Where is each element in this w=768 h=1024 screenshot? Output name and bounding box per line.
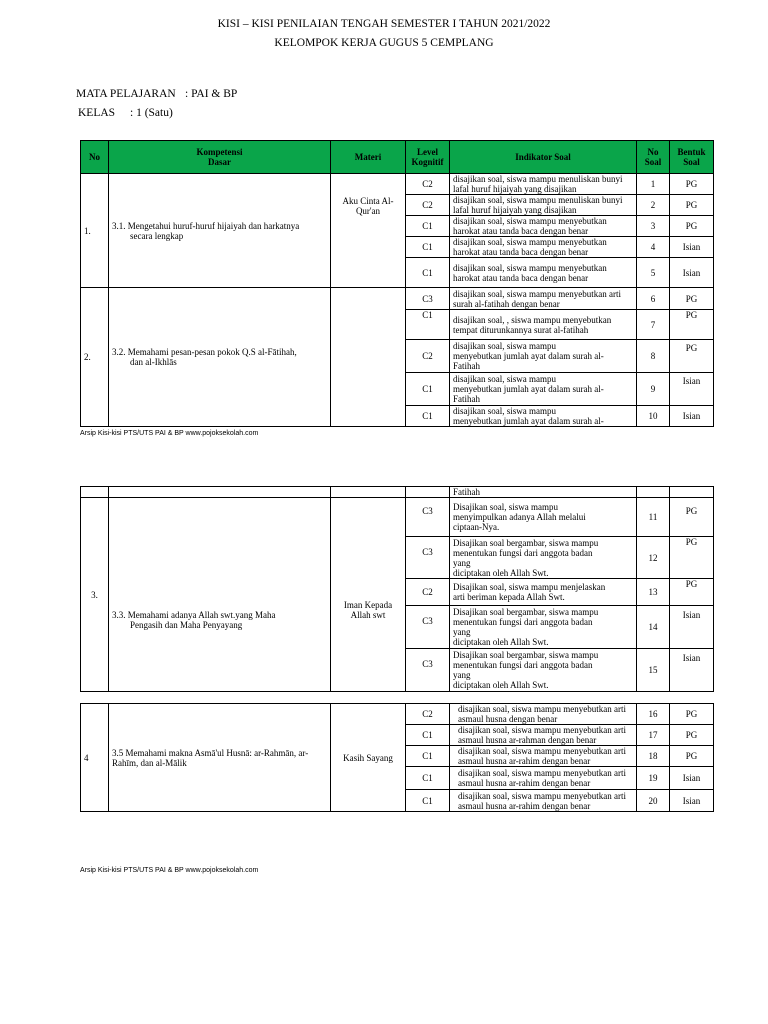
- kompetensi-dasar: 3.3. Memahami adanya Allah swt.yang Maha Pengasih dan Maha Penyayang: [109, 498, 331, 692]
- bentuk-cell: PG: [670, 216, 714, 237]
- level-cell: C3: [406, 606, 450, 649]
- indikator-cell: disajikan soal, siswa mampu menyebutkan arti asmaul husna ar-rahman dengan benar: [450, 725, 637, 746]
- no-soal-cell: 12: [637, 537, 670, 579]
- indikator-cell: disajikan soal, siswa mampu menyebutkan jumlah ayat dalam surah al- Fatihah: [450, 340, 637, 373]
- subject-label: MATA PELAJARAN: [76, 88, 176, 100]
- indikator-cell: Disajikan soal, siswa mampu menjelaskan arti beriman kepada Allah Swt.: [450, 579, 637, 606]
- indikator-cell: disajikan soal, siswa mampu menyebutkan arti asmaul husna ar-rahim dengan benar: [450, 790, 637, 812]
- footer-text: Arsip Kisi-kisi PTS/UTS PAI & BP www.pojoksekolah.com: [80, 430, 259, 437]
- kisi-table-1: [80, 140, 714, 427]
- level-cell: C1: [406, 373, 450, 406]
- table-header-row: [81, 141, 714, 174]
- footer-text-2: Arsip Kisi-kisi PTS/UTS PAI & BP www.pojoksekolah.com: [80, 867, 259, 874]
- indikator-cell: disajikan soal, siswa mampu menuliskan bunyi lafal huruf hijaiyah yang disajikan: [450, 195, 637, 216]
- col-header-kompetensi: Kompetensi Dasar: [109, 141, 331, 174]
- group-no: 4: [81, 704, 109, 812]
- level-cell: C1: [406, 406, 450, 427]
- col-header-nosoal: No Soal: [637, 141, 670, 174]
- level-cell: C1: [406, 258, 450, 288]
- subject-value: : PAI & BP: [185, 88, 238, 100]
- group-no: 2.: [81, 288, 109, 427]
- materi: Kasih Sayang: [331, 704, 406, 812]
- bentuk-cell: PG: [670, 537, 714, 579]
- level-cell: C2: [406, 195, 450, 216]
- no-soal-cell: 2: [637, 195, 670, 216]
- materi: Aku Cinta Al-Qur'an: [331, 174, 406, 288]
- indikator-cell: disajikan soal, siswa mampu menyebutkan arti asmaul husna ar-rahim dengan benar: [450, 767, 637, 790]
- no-soal-cell: 13: [637, 579, 670, 606]
- level-cell: C2: [406, 704, 450, 725]
- table-row: [81, 704, 714, 725]
- bentuk-cell: Isian: [670, 649, 714, 692]
- document-subtitle: KELOMPOK KERJA GUGUS 5 CEMPLANG: [274, 37, 494, 49]
- bentuk-cell: Isian: [670, 606, 714, 649]
- indikator-cell: disajikan soal, siswa mampu menyebutkan arti asmaul husna ar-rahim dengan benar: [450, 746, 637, 767]
- kompetensi-dasar: 3.2. Memahami pesan-pesan pokok Q.S al-Fātihah, dan al-Ikhlās: [109, 288, 331, 427]
- level-cell: C1: [406, 216, 450, 237]
- bentuk-cell: Isian: [670, 406, 714, 427]
- no-soal-cell: 20: [637, 790, 670, 812]
- indikator-cell: disajikan soal, siswa mampu menyebutkan harokat atau tanda baca dengan benar: [450, 237, 637, 258]
- indikator-cell: Disajikan soal bergambar, siswa mampu menentukan fungsi dari anggota badan yang diciptakan oleh Allah Swt.: [450, 537, 637, 579]
- col-header-no: No: [81, 141, 109, 174]
- kisi-table-3: [80, 703, 714, 812]
- document-title: KISI – KISI PENILAIAN TENGAH SEMESTER I TAHUN 2021/2022: [217, 18, 551, 30]
- indikator-cell: Disajikan soal bergambar, siswa mampu menentukan fungsi dari anggota badan yang diciptakan oleh Allah Swt.: [450, 606, 637, 649]
- group-no: 1.: [81, 174, 109, 288]
- bentuk-cell: PG: [670, 174, 714, 195]
- no-soal-cell: 17: [637, 725, 670, 746]
- indikator-cell: Disajikan soal bergambar, siswa mampu menentukan fungsi dari anggota badan yang diciptakan oleh Allah Swt.: [450, 649, 637, 692]
- no-soal-cell: 5: [637, 258, 670, 288]
- bentuk-cell: Isian: [670, 258, 714, 288]
- level-cell: C1: [406, 746, 450, 767]
- indikator-cell: Disajikan soal, siswa mampu menyimpulkan adanya Allah melalui ciptaan-Nya.: [450, 498, 637, 537]
- no-soal-cell: 16: [637, 704, 670, 725]
- class-value: : 1 (Satu): [130, 107, 173, 119]
- col-header-bentuk: Bentuk Soal: [670, 141, 714, 174]
- no-soal-cell: 6: [637, 288, 670, 310]
- indikator-cell: disajikan soal, siswa mampu menyebutkan harokat atau tanda baca dengan benar: [450, 258, 637, 288]
- level-cell: C3: [406, 498, 450, 537]
- level-cell: C1: [406, 237, 450, 258]
- no-soal-cell: 18: [637, 746, 670, 767]
- table-row: [81, 498, 714, 537]
- no-soal-cell: 3: [637, 216, 670, 237]
- col-header-indikator: Indikator Soal: [450, 141, 637, 174]
- bentuk-cell: PG: [670, 310, 714, 340]
- bentuk-cell: PG: [670, 340, 714, 373]
- bentuk-cell: PG: [670, 195, 714, 216]
- level-cell: C1: [406, 767, 450, 790]
- kompetensi-dasar: 3.5 Memahami makna Asmā'ul Husnā: ar-Rahmān, ar- Rahīm, dan al-Mālik: [109, 704, 331, 812]
- materi: Iman Kepada Allah swt: [331, 498, 406, 692]
- bentuk-cell: Isian: [670, 790, 714, 812]
- level-cell: C1: [406, 725, 450, 746]
- indikator-cell: disajikan soal, , siswa mampu menyebutkan tempat diturunkannya surat al-fatihah: [450, 310, 637, 340]
- group-no: 3.: [81, 498, 109, 692]
- level-cell: C1: [406, 310, 450, 340]
- no-soal-cell: 11: [637, 498, 670, 537]
- level-cell: C2: [406, 579, 450, 606]
- level-cell: C2: [406, 340, 450, 373]
- class-label: KELAS: [78, 107, 116, 119]
- kompetensi-dasar: 3.1. Mengetahui huruf-huruf hijaiyah dan harkatnya secara lengkap: [109, 174, 331, 288]
- bentuk-cell: PG: [670, 498, 714, 537]
- kisi-table-2: [80, 486, 714, 692]
- indikator-cell: disajikan soal, siswa mampu menyebutkan jumlah ayat dalam surah al-: [450, 406, 637, 427]
- no-soal-cell: 4: [637, 237, 670, 258]
- indikator-cell: Fatihah: [450, 487, 637, 498]
- col-header-level: Level Kognitif: [406, 141, 450, 174]
- table-row: [81, 288, 714, 310]
- level-cell: C3: [406, 288, 450, 310]
- no-soal-cell: 8: [637, 340, 670, 373]
- no-soal-cell: 19: [637, 767, 670, 790]
- indikator-cell: disajikan soal, siswa mampu menyebutkan jumlah ayat dalam surah al- Fatihah: [450, 373, 637, 406]
- level-cell: C1: [406, 790, 450, 812]
- table-row: [81, 174, 714, 195]
- level-cell: C3: [406, 649, 450, 692]
- bentuk-cell: PG: [670, 288, 714, 310]
- level-cell: C2: [406, 174, 450, 195]
- indikator-cell: disajikan soal, siswa mampu menuliskan bunyi lafal huruf hijaiyah yang disajikan: [450, 174, 637, 195]
- table-row: [81, 487, 714, 498]
- no-soal-cell: 7: [637, 310, 670, 340]
- no-soal-cell: 9: [637, 373, 670, 406]
- bentuk-cell: PG: [670, 746, 714, 767]
- no-soal-cell: 10: [637, 406, 670, 427]
- bentuk-cell: Isian: [670, 767, 714, 790]
- no-soal-cell: 1: [637, 174, 670, 195]
- bentuk-cell: PG: [670, 579, 714, 606]
- no-soal-cell: 15: [637, 649, 670, 692]
- bentuk-cell: PG: [670, 725, 714, 746]
- col-header-materi: Materi: [331, 141, 406, 174]
- bentuk-cell: Isian: [670, 237, 714, 258]
- indikator-cell: disajikan soal, siswa mampu menyebutkan arti asmaul husna dengan benar: [450, 704, 637, 725]
- bentuk-cell: PG: [670, 704, 714, 725]
- no-soal-cell: 14: [637, 606, 670, 649]
- indikator-cell: disajikan soal, siswa mampu menyebutkan harokat atau tanda baca dengan benar: [450, 216, 637, 237]
- level-cell: C3: [406, 537, 450, 579]
- materi: [331, 288, 406, 427]
- bentuk-cell: Isian: [670, 373, 714, 406]
- indikator-cell: disajikan soal, siswa mampu menyebutkan arti surah al-fatihah dengan benar: [450, 288, 637, 310]
